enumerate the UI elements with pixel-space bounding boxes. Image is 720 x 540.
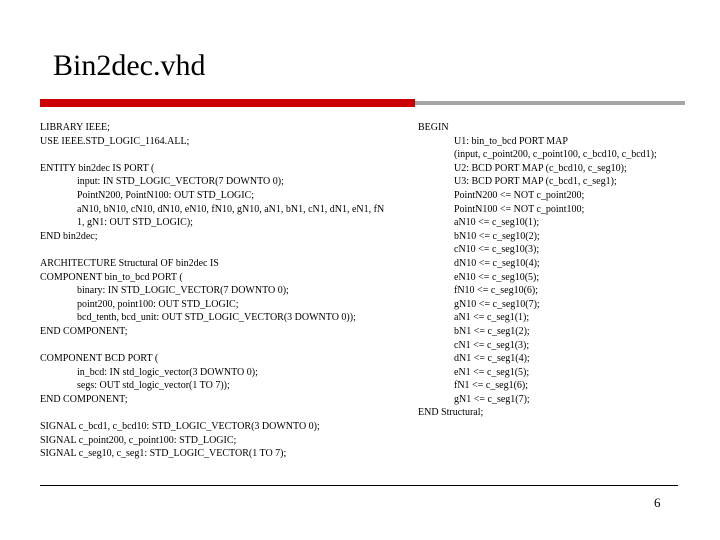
- code-line: ENTITY bin2dec IS PORT (: [40, 162, 155, 174]
- code-line: point200, point100: OUT STD_LOGIC;: [77, 298, 239, 310]
- code-line: END bin2dec;: [40, 230, 98, 242]
- code-line: 1, gN1: OUT STD_LOGIC);: [77, 217, 193, 229]
- code-line: U3: BCD PORT MAP (c_bcd1, c_seg1);: [454, 176, 617, 188]
- code-line: USE IEEE.STD_LOGIC_1164.ALL;: [40, 135, 190, 147]
- code-line: SIGNAL c_bcd1, c_bcd10: STD_LOGIC_VECTOR(3 DOWNTO 0);: [40, 421, 320, 433]
- code-line: COMPONENT BCD PORT (: [40, 353, 159, 365]
- code-line: input: IN STD_LOGIC_VECTOR(7 DOWNTO 0);: [77, 176, 284, 188]
- code-line: eN1 <= c_seg1(5);: [454, 366, 530, 378]
- code-line: COMPONENT bin_to_bcd PORT (: [40, 271, 183, 283]
- code-line: SIGNAL c_point200, c_point100: STD_LOGIC;: [40, 434, 237, 446]
- code-line: cN1 <= c_seg1(3);: [454, 339, 530, 351]
- code-line: U2: BCD PORT MAP (c_bcd10, c_seg10);: [454, 162, 627, 174]
- code-line: fN10 <= c_seg10(6);: [454, 285, 539, 297]
- code-line: [40, 243, 384, 257]
- code-line: BEGIN: [418, 122, 449, 133]
- code-line: END Structural;: [418, 407, 484, 419]
- code-line: aN10, bN10, cN10, dN10, eN10, fN10, gN10, aN1, bN1, cN1, dN1, eN1, fN: [77, 203, 385, 215]
- code-line: cN10 <= c_seg10(3);: [454, 244, 540, 256]
- code-line: dN10 <= c_seg10(4);: [454, 257, 540, 269]
- code-line: bN10 <= c_seg10(2);: [454, 230, 540, 242]
- code-line: END COMPONENT;: [40, 325, 128, 337]
- code-left-column: [40, 121, 384, 461]
- slide-title: Bin2dec.vhd: [53, 49, 206, 82]
- code-line: PointN200 <= NOT c_point200;: [454, 189, 585, 201]
- code-line: [40, 148, 384, 162]
- code-line: dN1 <= c_seg1(4);: [454, 353, 530, 365]
- page-number: 6: [654, 495, 661, 510]
- code-line: ARCHITECTURE Structural OF bin2dec IS: [40, 257, 219, 269]
- title-secondary-bar: [415, 101, 685, 105]
- code-line: in_bcd: IN std_logic_vector(3 DOWNTO 0);: [77, 366, 258, 378]
- code-line: (input, c_point200, c_point100, c_bcd10, c_bcd1);: [454, 149, 657, 161]
- code-line: LIBRARY IEEE;: [40, 122, 110, 133]
- code-line: U1: bin_to_bcd PORT MAP: [454, 135, 568, 147]
- code-right-column: [418, 121, 657, 420]
- code-line: fN1 <= c_seg1(6);: [454, 380, 529, 392]
- code-line: SIGNAL c_seg10, c_seg1: STD_LOGIC_VECTOR(1 TO 7);: [40, 448, 287, 460]
- code-line: bN1 <= c_seg1(2);: [454, 325, 530, 337]
- code-line: PointN200, PointN100: OUT STD_LOGIC;: [77, 189, 255, 201]
- code-line: gN1 <= c_seg1(7);: [454, 393, 530, 405]
- code-line: binary: IN STD_LOGIC_VECTOR(7 DOWNTO 0);: [77, 285, 289, 297]
- footer-divider: [40, 485, 678, 486]
- code-line: aN10 <= c_seg10(1);: [454, 217, 540, 229]
- code-line: PointN100 <= NOT c_point100;: [454, 203, 585, 215]
- title-accent-bar: [40, 99, 415, 107]
- code-line: END COMPONENT;: [40, 393, 128, 405]
- code-line: [40, 406, 384, 420]
- code-line: bcd_tenth, bcd_unit: OUT STD_LOGIC_VECTOR(3 DOWNTO 0));: [77, 312, 356, 324]
- code-line: segs: OUT std_logic_vector(1 TO 7));: [77, 380, 230, 392]
- code-line: eN10 <= c_seg10(5);: [454, 271, 540, 283]
- code-line: [40, 339, 384, 353]
- code-line: gN10 <= c_seg10(7);: [454, 298, 540, 310]
- code-line: aN1 <= c_seg1(1);: [454, 312, 530, 324]
